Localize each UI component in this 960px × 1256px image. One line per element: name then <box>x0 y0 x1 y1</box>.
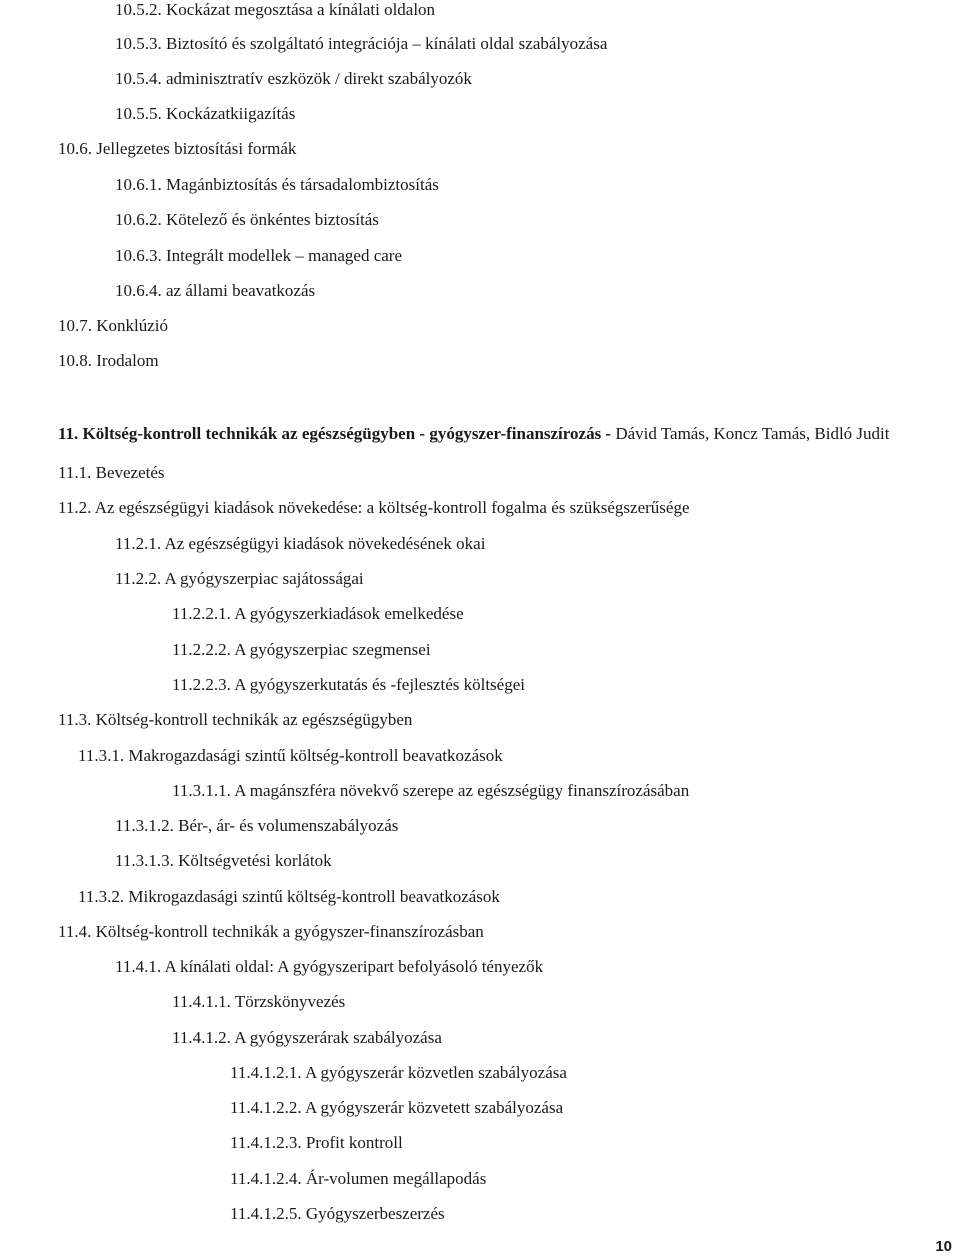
toc-entry: 11.3.1.2. Bér-, ár- és volumenszabályozás <box>115 816 399 835</box>
toc-entry: 11.4.1.2.4. Ár-volumen megállapodás <box>230 1169 487 1188</box>
page-number: 10 <box>935 1238 952 1255</box>
toc-entry: 10.6. Jellegzetes biztosítási formák <box>58 139 297 158</box>
toc-entry: 11.2.2.2. A gyógyszerpiac szegmensei <box>172 640 431 659</box>
toc-entry: 10.6.3. Integrált modellek – managed care <box>115 246 402 265</box>
toc-entry: 10.8. Irodalom <box>58 351 159 370</box>
toc-entry: 11.1. Bevezetés <box>58 463 165 482</box>
chapter-title: 11. Költség-kontroll technikák az egészségügyben - gyógyszer-finanszírozás - <box>58 424 612 443</box>
toc-entry: 11.3.1. Makrogazdasági szintű költség-kontroll beavatkozások <box>78 746 503 765</box>
toc-entry: 11.3.1.1. A magánszféra növekvő szerepe az egészségügy finanszírozásában <box>172 781 690 800</box>
toc-entry: 10.7. Konklúzió <box>58 316 169 335</box>
toc-entry: 11.4.1.1. Törzskönyvezés <box>172 992 346 1011</box>
chapter-heading <box>58 424 890 444</box>
toc-entry: 11.3. Költség-kontroll technikák az egészségügyben <box>58 710 413 729</box>
toc-entry: 10.6.2. Kötelező és önkéntes biztosítás <box>115 210 379 229</box>
toc-entry: 11.2.2. A gyógyszerpiac sajátosságai <box>115 569 364 588</box>
toc-entry: 11.2. Az egészségügyi kiadások növekedése: a költség-kontroll fogalma és szükségszerűsége <box>58 498 690 517</box>
toc-entry: 11.3.2. Mikrogazdasági szintű költség-kontroll beavatkozások <box>78 887 500 906</box>
toc-entry: 11.2.2.1. A gyógyszerkiadások emelkedése <box>172 604 464 623</box>
toc-entry: 11.2.2.3. A gyógyszerkutatás és -fejlesztés költségei <box>172 675 525 694</box>
toc-entry: 11.4.1.2.1. A gyógyszerár közvetlen szabályozása <box>230 1063 567 1082</box>
toc-entry: 11.4. Költség-kontroll technikák a gyógyszer-finanszírozásban <box>58 922 484 941</box>
chapter-authors: Dávid Tamás, Koncz Tamás, Bidló Judit <box>615 424 890 443</box>
toc-entry: 10.5.4. adminisztratív eszközök / direkt szabályozók <box>115 69 472 88</box>
toc-entry: 11.4.1. A kínálati oldal: A gyógyszeripart befolyásoló tényezők <box>115 957 544 976</box>
toc-entry: 11.4.1.2. A gyógyszerárak szabályozása <box>172 1028 442 1047</box>
toc-entry: 11.3.1.3. Költségvetési korlátok <box>115 851 332 870</box>
toc-entry: 10.5.3. Biztosító és szolgáltató integrációja – kínálati oldal szabályozása <box>115 34 608 53</box>
toc-entry: 10.6.1. Magánbiztosítás és társadalombiztosítás <box>115 175 439 194</box>
toc-entry: 10.6.4. az állami beavatkozás <box>115 281 316 300</box>
toc-entry: 10.5.5. Kockázatkiigazítás <box>115 104 296 123</box>
toc-entry: 11.4.1.2.3. Profit kontroll <box>230 1133 403 1152</box>
toc-entry: 11.2.1. Az egészségügyi kiadások növekedésének okai <box>115 534 486 553</box>
toc-entry: 11.4.1.2.2. A gyógyszerár közvetett szabályozása <box>230 1098 564 1117</box>
toc-entry: 10.5.2. Kockázat megosztása a kínálati oldalon <box>115 0 436 19</box>
toc-entry: 11.4.1.2.5. Gyógyszerbeszerzés <box>230 1204 445 1223</box>
